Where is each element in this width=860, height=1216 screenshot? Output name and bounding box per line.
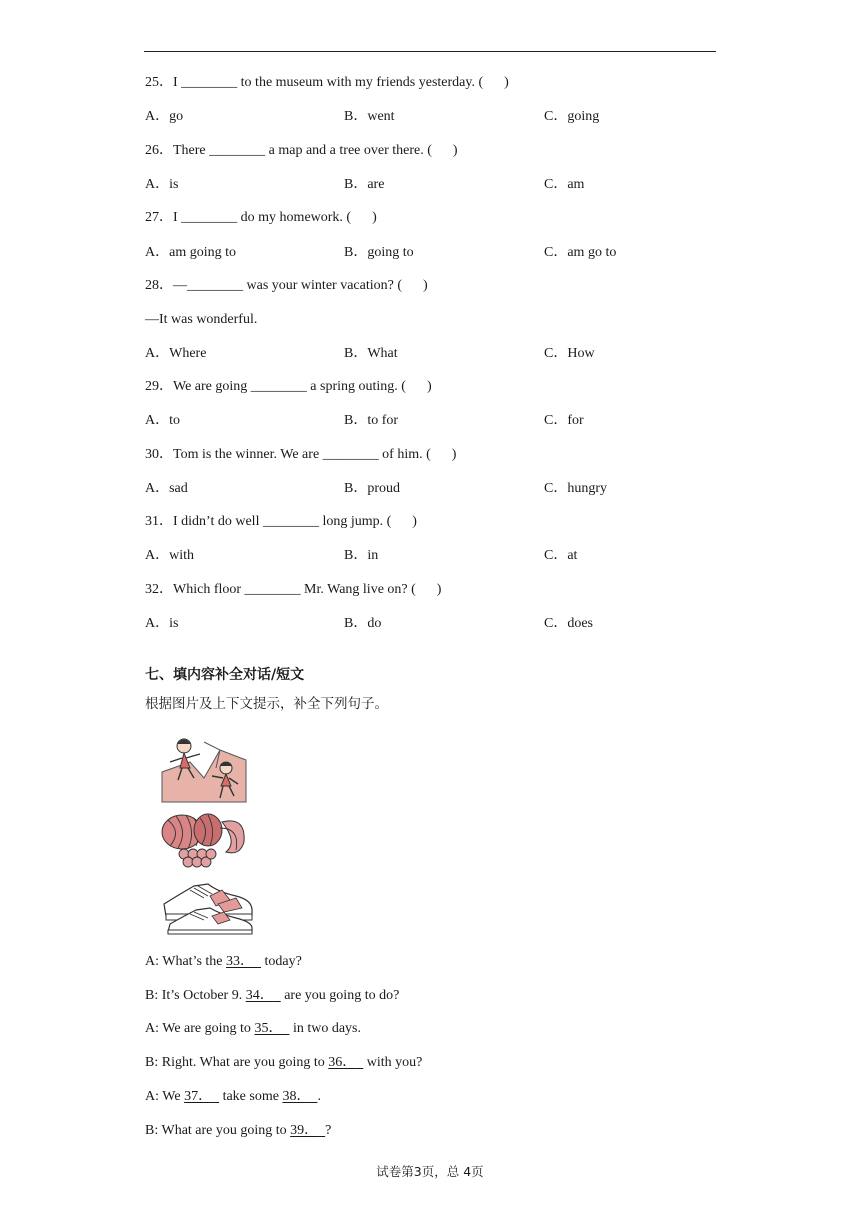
blank-36: 36． — [328, 1055, 357, 1070]
dialogue-line-37 — [145, 1088, 321, 1106]
q29-option-c: C．for — [544, 413, 584, 428]
q31-option-c: C．at — [544, 548, 578, 563]
dialogue-line-39 — [145, 1122, 331, 1140]
header-rule — [144, 51, 716, 52]
blank-39: 39． — [290, 1123, 319, 1138]
dialogue-text: B: It’s October 9. — [145, 988, 246, 1003]
section-title: 七、填内容补全对话/短文 — [145, 667, 305, 683]
dialogue-text: take some — [222, 1089, 283, 1104]
q26-option-b: B．are — [344, 177, 385, 192]
question-30: 30．Tom is the winner. We are ________ of him. ( ) — [145, 447, 457, 462]
sneakers-picture — [160, 874, 258, 936]
blank-38: 38． — [282, 1089, 311, 1104]
q27-option-c: C．am go to — [544, 245, 617, 260]
dialogue-line-35 — [145, 1020, 361, 1038]
q32-option-a: A．is — [145, 616, 179, 631]
page-footer: 试卷第3页，总 4页 — [376, 1164, 484, 1179]
fruit-picture — [160, 806, 248, 870]
q25-option-b: B．went — [344, 109, 395, 124]
question-28-reply: —It was wonderful. — [145, 312, 258, 327]
q27-option-b: B．going to — [344, 245, 414, 260]
dialogue-line-34 — [145, 987, 399, 1005]
blank-34: 34． — [245, 988, 274, 1003]
children-climbing-picture — [160, 732, 248, 804]
q27-option-a: A．am going to — [145, 245, 236, 260]
q32-option-c: C．does — [544, 616, 593, 631]
question-28: 28．—________ was your winter vacation? ( ) — [145, 278, 428, 293]
dialogue-text: in two days. — [292, 1021, 361, 1036]
question-31: 31．I didn’t do well ________ long jump. ( ) — [145, 514, 417, 529]
q29-option-b: B．to for — [344, 413, 399, 428]
q26-option-c: C．am — [544, 177, 585, 192]
q25-option-c: C．going — [544, 109, 600, 124]
dialogue-text: A: What’s the — [145, 954, 227, 969]
dialogue-text: B: What are you going to — [145, 1123, 291, 1138]
blank-37: 37． — [184, 1089, 213, 1104]
dialogue-text: ? — [325, 1123, 332, 1138]
dialogue-text: A: We — [145, 1089, 185, 1104]
q25-option-a: A．go — [145, 109, 184, 124]
dialogue-line-33 — [145, 953, 302, 971]
q31-option-b: B．in — [344, 548, 379, 563]
q31-option-a: A．with — [145, 548, 194, 563]
question-29: 29．We are going ________ a spring outing. ( ) — [145, 379, 432, 394]
q32-option-b: B．do — [344, 616, 382, 631]
section-instruction: 根据图片及上下文提示，补全下列句子。 — [145, 696, 388, 712]
question-26: 26．There ________ a map and a tree over there. ( ) — [145, 143, 458, 158]
dialogue-text: . — [317, 1089, 321, 1104]
blank-35: 35． — [254, 1021, 283, 1036]
dialogue-text: today? — [264, 954, 302, 969]
q28-option-c: C．How — [544, 346, 595, 361]
q30-option-c: C．hungry — [544, 481, 607, 496]
q30-option-b: B．proud — [344, 481, 400, 496]
question-27: 27．I ________ do my homework. ( ) — [145, 210, 377, 225]
dialogue-line-36 — [145, 1054, 422, 1072]
blank-33: 33． — [226, 954, 255, 969]
dialogue-text: are you going to do? — [284, 988, 400, 1003]
question-32: 32．Which floor ________ Mr. Wang live on? ( ) — [145, 582, 442, 597]
dialogue-text: B: Right. What are you going to — [145, 1055, 329, 1070]
q26-option-a: A．is — [145, 177, 179, 192]
q28-option-b: B．What — [344, 346, 398, 361]
dialogue-text: A: We are going to — [145, 1021, 255, 1036]
q28-option-a: A．Where — [145, 346, 207, 361]
question-25: 25．I ________ to the museum with my friends yesterday. ( ) — [145, 75, 509, 90]
q29-option-a: A．to — [145, 413, 180, 428]
dialogue-text: with you? — [366, 1055, 423, 1070]
q30-option-a: A．sad — [145, 481, 188, 496]
